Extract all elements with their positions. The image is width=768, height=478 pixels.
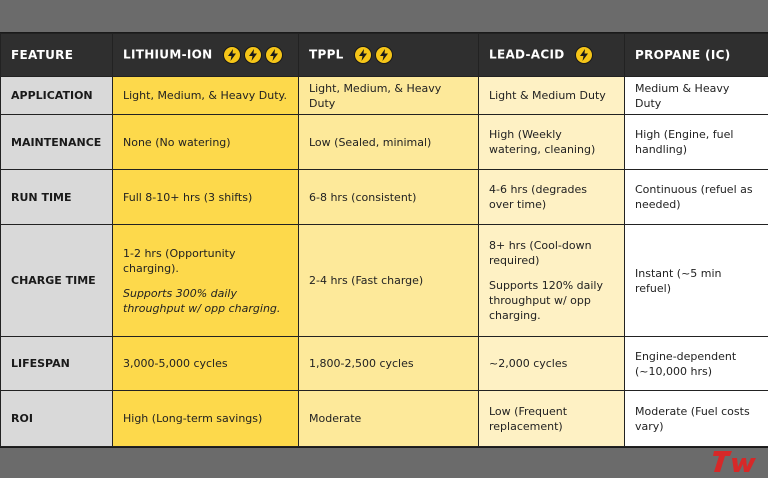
- propane-cell: Moderate (Fuel costs vary): [625, 391, 768, 447]
- header-lithium-ion: LITHIUM-ION: [113, 34, 299, 77]
- propane-cell: Medium & Heavy Duty: [625, 77, 768, 115]
- lead-acid-charge-note: Supports 120% daily throughput w/ opp charging.: [489, 279, 604, 322]
- table-row: [1, 391, 768, 447]
- header-row: [1, 34, 768, 77]
- feature-cell: ROI: [1, 391, 113, 447]
- lithium-charge-text: 1-2 hrs (Opportunity charging).: [123, 246, 236, 275]
- lightning-bolt-icon: [354, 46, 372, 64]
- table-row: [1, 170, 768, 225]
- table-row: [1, 337, 768, 391]
- table-row: [1, 77, 768, 115]
- lithium-cell: None (No watering): [113, 115, 299, 170]
- propane-cell: Instant (~5 min refuel): [625, 225, 768, 337]
- lead-acid-cell: High (Weekly watering, cleaning): [479, 115, 625, 170]
- feature-cell: CHARGE TIME: [1, 225, 113, 337]
- tppl-cell: Light, Medium, & Heavy Duty: [299, 77, 479, 115]
- table-row: [1, 115, 768, 170]
- lead-acid-cell: Light & Medium Duty: [479, 77, 625, 115]
- lead-acid-cell: ~2,000 cycles: [479, 337, 625, 391]
- tppl-cell: 2-4 hrs (Fast charge): [299, 225, 479, 337]
- tppl-cell: Low (Sealed, minimal): [299, 115, 479, 170]
- lead-acid-cell: Low (Frequent replacement): [479, 391, 625, 447]
- lithium-cell: Light, Medium, & Heavy Duty.: [113, 77, 299, 115]
- lightning-bolt-icon: [375, 46, 393, 64]
- lithium-cell: Full 8-10+ hrs (3 shifts): [113, 170, 299, 225]
- lightning-bolt-icon: [223, 46, 241, 64]
- propane-cell: Engine-dependent (~10,000 hrs): [625, 337, 768, 391]
- lithium-cell: 3,000-5,000 cycles: [113, 337, 299, 391]
- header-feature: FEATURE: [1, 34, 113, 77]
- header-lead-acid: LEAD-ACID: [479, 34, 625, 77]
- comparison-table: [0, 32, 768, 448]
- lightning-bolt-icon: [244, 46, 262, 64]
- lead-acid-cell: 4-6 hrs (degrades over time): [479, 170, 625, 225]
- table-row: [1, 225, 768, 337]
- tppl-cell: 1,800-2,500 cycles: [299, 337, 479, 391]
- lithium-cell: High (Long-term savings): [113, 391, 299, 447]
- header-propane: PROPANE (IC): [625, 34, 768, 77]
- lithium-cell: [113, 225, 299, 337]
- lightning-bolt-icon: [265, 46, 283, 64]
- lead-acid-cell: [479, 225, 625, 337]
- lead-acid-charge-text: 8+ hrs (Cool-down required): [489, 239, 592, 267]
- header-tppl: TPPL: [299, 34, 479, 77]
- feature-cell: RUN TIME: [1, 170, 113, 225]
- propane-cell: Continuous (refuel as needed): [625, 170, 768, 225]
- lightning-bolt-icon: [575, 46, 593, 64]
- feature-cell: APPLICATION: [1, 77, 113, 115]
- feature-cell: MAINTENANCE: [1, 115, 113, 170]
- tppl-cell: Moderate: [299, 391, 479, 447]
- feature-cell: LIFESPAN: [1, 337, 113, 391]
- tppl-cell: 6-8 hrs (consistent): [299, 170, 479, 225]
- lithium-charge-note: Supports 300% daily throughput w/ opp charging.: [123, 286, 281, 315]
- propane-cell: High (Engine, fuel handling): [625, 115, 768, 170]
- tw-logo-icon: [712, 448, 760, 474]
